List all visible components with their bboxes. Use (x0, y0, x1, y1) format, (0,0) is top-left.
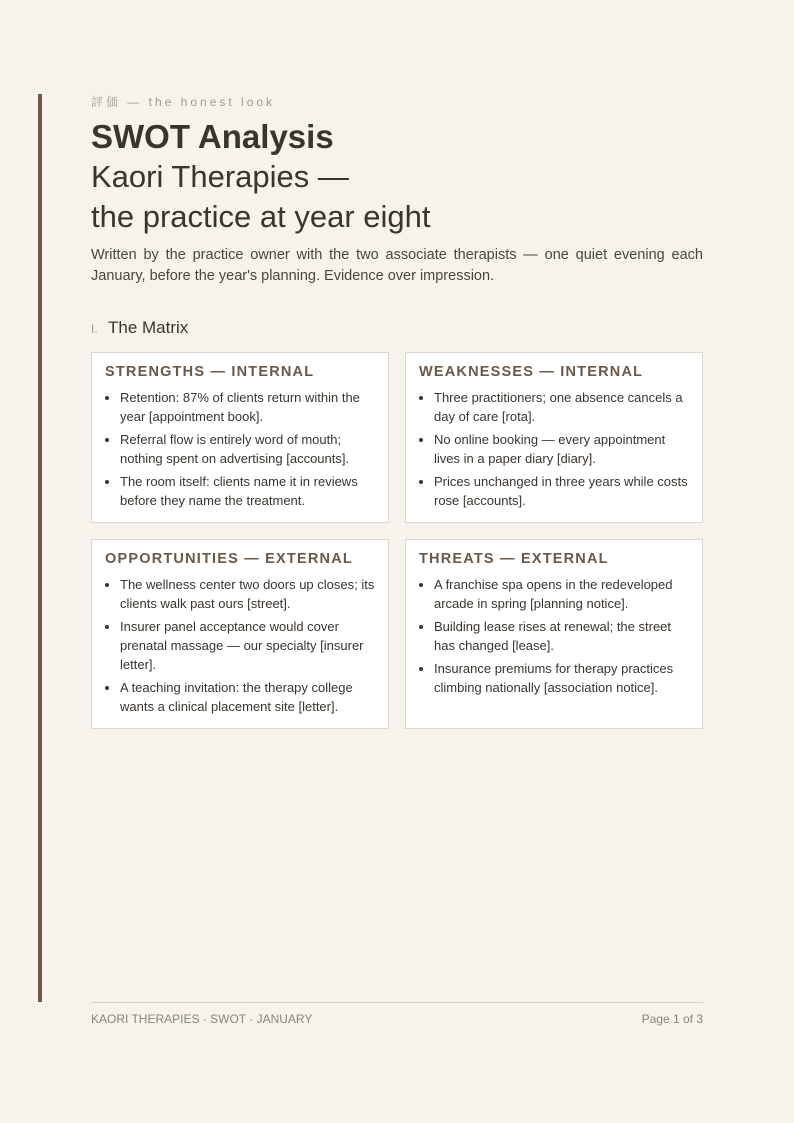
section-number: I. (91, 322, 98, 336)
threats-list (419, 575, 689, 697)
list-item: • The wellness center two doors up closes; its clients walk past ours [street]. (120, 575, 375, 613)
list-item: • Referral flow is entirely word of mouth; nothing spent on advertising [accounts]. (120, 430, 375, 468)
strengths-card (91, 352, 389, 523)
weaknesses-list (419, 388, 689, 510)
list-item: • Building lease rises at renewal; the street has changed [lease]. (434, 617, 689, 655)
opportunities-card (91, 539, 389, 729)
list-item: • Insurance premiums for therapy practices climbing nationally [association notice]. (434, 659, 689, 697)
weaknesses-title: WEAKNESSES — INTERNAL (419, 364, 644, 380)
opportunities-title: OPPORTUNITIES — EXTERNAL (105, 551, 353, 567)
list-item: • Prices unchanged in three years while costs rose [accounts]. (434, 472, 689, 510)
page-footer (91, 1002, 703, 1026)
intro-paragraph: Written by the practice owner with the two associate therapists — one quiet evening each January, before the year's planning. Evidence over impression. (91, 247, 703, 284)
list-item: • A franchise spa opens in the redeveloped arcade in spring [planning notice]. (434, 575, 689, 613)
subtitle-line-1: Kaori Therapies — (91, 159, 349, 194)
threats-card (405, 539, 703, 729)
footer-left-text: KAORI THERAPIES · SWOT · JANUARY (91, 1012, 313, 1026)
list-item: • The room itself: clients name it in reviews before they name the treatment. (120, 472, 375, 510)
list-item: • Insurer panel acceptance would cover prenatal massage — our specialty [insurer letter]. (120, 617, 375, 674)
list-item: • Retention: 87% of clients return within the year [appointment book]. (120, 388, 375, 426)
list-item: • A teaching invitation: the therapy college wants a clinical placement site [letter]. (120, 678, 375, 716)
swot-matrix (91, 352, 703, 729)
document-subtitle (91, 157, 703, 237)
threats-title: THREATS — EXTERNAL (419, 551, 609, 567)
strengths-title: STRENGTHS — INTERNAL (105, 364, 315, 380)
list-item: • No online booking — every appointment lives in a paper diary [diary]. (434, 430, 689, 468)
strengths-list (105, 388, 375, 510)
subtitle-line-2: the practice at year eight (91, 199, 431, 234)
page-number: Page 1 of 3 (641, 1012, 703, 1026)
document-title: SWOT Analysis (91, 118, 334, 155)
weaknesses-card (405, 352, 703, 523)
accent-bar (38, 94, 42, 1002)
list-item: • Three practitioners; one absence cancels a day of care [rota]. (434, 388, 689, 426)
section-heading (91, 318, 703, 338)
eyebrow-label: 評価 — the honest look (91, 95, 276, 109)
document-page (91, 94, 703, 729)
opportunities-list (105, 575, 375, 716)
section-title: The Matrix (108, 318, 189, 337)
